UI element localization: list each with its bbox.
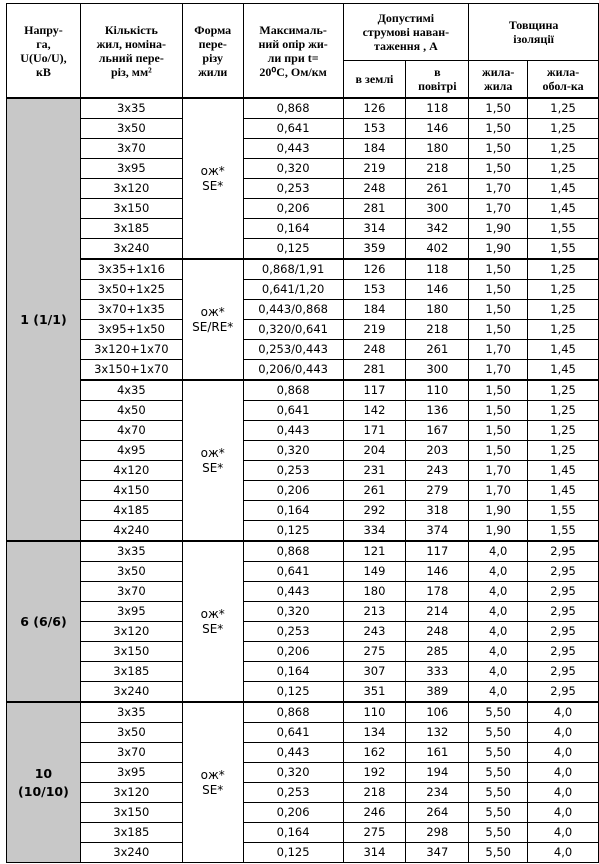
cell-max-resistance: 0,641 <box>243 401 343 421</box>
table-row <box>7 642 599 662</box>
cell-core-count: 3x240 <box>80 843 182 863</box>
header-insulation-thickness: Товщина ізоляції <box>469 4 599 61</box>
cell-ins-core-core: 5,50 <box>469 783 528 803</box>
cell-ins-core-sheath: 2,95 <box>528 562 599 582</box>
cell-core-count: 3x50 <box>80 119 182 139</box>
table-row <box>7 521 599 542</box>
header-ins-core-sheath: жила- обол-ка <box>528 61 599 99</box>
cell-core-count: 3x35 <box>80 541 182 562</box>
cell-current-air: 347 <box>406 843 469 863</box>
cell-core-count: 3x70+1x35 <box>80 300 182 320</box>
cell-current-ground: 162 <box>343 743 406 763</box>
cell-max-resistance: 0,641 <box>243 562 343 582</box>
cell-current-ground: 204 <box>343 441 406 461</box>
cell-max-resistance: 0,164 <box>243 501 343 521</box>
cell-core-count: 4x185 <box>80 501 182 521</box>
cell-max-resistance: 0,125 <box>243 521 343 542</box>
cell-max-resistance: 0,206 <box>243 199 343 219</box>
cable-spec-table <box>6 3 599 863</box>
cell-current-air: 118 <box>406 259 469 280</box>
cell-current-ground: 218 <box>343 783 406 803</box>
cell-current-ground: 261 <box>343 481 406 501</box>
table-row <box>7 682 599 703</box>
cell-ins-core-core: 5,50 <box>469 843 528 863</box>
cell-max-resistance: 0,164 <box>243 823 343 843</box>
cell-ins-core-sheath: 4,0 <box>528 843 599 863</box>
cell-ins-core-core: 1,90 <box>469 501 528 521</box>
cell-current-air: 298 <box>406 823 469 843</box>
cell-core-count: 4x240 <box>80 521 182 542</box>
cell-current-air: 342 <box>406 219 469 239</box>
cell-ins-core-sheath: 1,25 <box>528 159 599 179</box>
cell-ins-core-core: 5,50 <box>469 763 528 783</box>
header-ins-core-core: жила- жила <box>469 61 528 99</box>
cell-ins-core-sheath: 4,0 <box>528 743 599 763</box>
cell-current-air: 203 <box>406 441 469 461</box>
cell-ins-core-core: 1,50 <box>469 380 528 401</box>
cell-core-count: 4x120 <box>80 461 182 481</box>
cell-current-air: 264 <box>406 803 469 823</box>
cell-core-count: 3x95+1x50 <box>80 320 182 340</box>
cell-current-ground: 314 <box>343 219 406 239</box>
cell-ins-core-core: 5,50 <box>469 743 528 763</box>
cell-core-count: 3x120 <box>80 179 182 199</box>
cell-ins-core-sheath: 2,95 <box>528 642 599 662</box>
cell-current-ground: 184 <box>343 300 406 320</box>
cell-ins-core-core: 1,50 <box>469 139 528 159</box>
table-row <box>7 259 599 280</box>
header-current-load: Допустимі струмові наван- таження , А <box>343 4 469 61</box>
cell-ins-core-core: 1,50 <box>469 441 528 461</box>
cell-max-resistance: 0,320 <box>243 441 343 461</box>
cell-ins-core-sheath: 2,95 <box>528 662 599 682</box>
table-row <box>7 421 599 441</box>
cell-current-air: 234 <box>406 783 469 803</box>
cell-core-count: 3x150 <box>80 199 182 219</box>
cell-ins-core-sheath: 1,45 <box>528 179 599 199</box>
cell-current-ground: 171 <box>343 421 406 441</box>
table-row <box>7 743 599 763</box>
cell-ins-core-sheath: 1,25 <box>528 280 599 300</box>
cell-max-resistance: 0,125 <box>243 843 343 863</box>
cell-current-air: 118 <box>406 98 469 119</box>
table-row <box>7 501 599 521</box>
cell-core-count: 3x240 <box>80 239 182 260</box>
voltage-cell: 10 (10/10) <box>7 702 81 863</box>
cell-ins-core-core: 5,50 <box>469 803 528 823</box>
cell-core-count: 3x150+1x70 <box>80 360 182 381</box>
cell-ins-core-core: 1,90 <box>469 219 528 239</box>
cell-core-count: 3x95 <box>80 602 182 622</box>
table-row <box>7 380 599 401</box>
cell-ins-core-sheath: 1,45 <box>528 360 599 381</box>
cell-current-ground: 142 <box>343 401 406 421</box>
cell-ins-core-sheath: 2,95 <box>528 622 599 642</box>
cell-current-ground: 292 <box>343 501 406 521</box>
cell-ins-core-sheath: 1,45 <box>528 340 599 360</box>
cell-core-count: 3x95 <box>80 159 182 179</box>
table-row <box>7 481 599 501</box>
cell-ins-core-sheath: 4,0 <box>528 783 599 803</box>
cell-current-air: 117 <box>406 541 469 562</box>
table-row <box>7 662 599 682</box>
cell-max-resistance: 0,868/1,91 <box>243 259 343 280</box>
cell-ins-core-sheath: 1,25 <box>528 98 599 119</box>
cell-max-resistance: 0,125 <box>243 239 343 260</box>
cell-core-count: 3x185 <box>80 662 182 682</box>
cell-current-ground: 121 <box>343 541 406 562</box>
cell-ins-core-core: 1,90 <box>469 239 528 260</box>
cell-current-air: 161 <box>406 743 469 763</box>
cell-current-ground: 192 <box>343 763 406 783</box>
cell-current-air: 146 <box>406 562 469 582</box>
cell-core-count: 3x35+1x16 <box>80 259 182 280</box>
cell-current-ground: 246 <box>343 803 406 823</box>
table-row <box>7 139 599 159</box>
cell-ins-core-core: 1,50 <box>469 401 528 421</box>
cell-max-resistance: 0,320 <box>243 602 343 622</box>
cell-current-ground: 359 <box>343 239 406 260</box>
table-row <box>7 320 599 340</box>
cell-ins-core-sheath: 1,55 <box>528 219 599 239</box>
cell-current-air: 218 <box>406 159 469 179</box>
cell-ins-core-sheath: 1,55 <box>528 501 599 521</box>
cell-core-count: 3x120+1x70 <box>80 340 182 360</box>
cell-core-count: 3x35 <box>80 702 182 723</box>
table-row <box>7 159 599 179</box>
cell-max-resistance: 0,125 <box>243 682 343 703</box>
cell-ins-core-core: 5,50 <box>469 702 528 723</box>
cell-core-count: 3x120 <box>80 783 182 803</box>
cell-current-ground: 149 <box>343 562 406 582</box>
core-form-cell: ож* SE/RE* <box>182 259 243 380</box>
cell-current-air: 402 <box>406 239 469 260</box>
table-row <box>7 179 599 199</box>
cell-current-air: 178 <box>406 582 469 602</box>
cell-max-resistance: 0,641/1,20 <box>243 280 343 300</box>
cell-ins-core-core: 1,50 <box>469 259 528 280</box>
cell-current-ground: 307 <box>343 662 406 682</box>
cell-ins-core-sheath: 4,0 <box>528 723 599 743</box>
cell-ins-core-core: 1,50 <box>469 159 528 179</box>
header-voltage: Напру- га, U(Uo/U), кВ <box>7 4 81 99</box>
cell-ins-core-core: 5,50 <box>469 823 528 843</box>
cell-ins-core-sheath: 1,45 <box>528 461 599 481</box>
table-row <box>7 300 599 320</box>
cell-core-count: 3x150 <box>80 803 182 823</box>
cell-current-ground: 180 <box>343 582 406 602</box>
cell-core-count: 3x70 <box>80 139 182 159</box>
cell-max-resistance: 0,253 <box>243 622 343 642</box>
cell-core-count: 4x50 <box>80 401 182 421</box>
cell-current-ground: 281 <box>343 199 406 219</box>
cell-current-air: 318 <box>406 501 469 521</box>
table-header <box>7 4 599 99</box>
cell-core-count: 4x95 <box>80 441 182 461</box>
cell-max-resistance: 0,320/0,641 <box>243 320 343 340</box>
cell-max-resistance: 0,206/0,443 <box>243 360 343 381</box>
cell-current-air: 136 <box>406 401 469 421</box>
table-row <box>7 239 599 260</box>
table-body <box>7 98 599 863</box>
cell-current-air: 110 <box>406 380 469 401</box>
cell-max-resistance: 0,641 <box>243 723 343 743</box>
header-max-resistance: Максималь- ний опір жи- ли при t= 20⁰С, Ом/км <box>243 4 343 99</box>
cell-core-count: 3x150 <box>80 642 182 662</box>
cell-ins-core-core: 4,0 <box>469 622 528 642</box>
cell-current-air: 106 <box>406 702 469 723</box>
cell-ins-core-core: 4,0 <box>469 582 528 602</box>
cell-current-air: 180 <box>406 300 469 320</box>
cell-max-resistance: 0,443 <box>243 139 343 159</box>
header-core-form: Форма пере- різу жили <box>182 4 243 99</box>
table-row <box>7 843 599 863</box>
cell-max-resistance: 0,253/0,443 <box>243 340 343 360</box>
cell-max-resistance: 0,320 <box>243 159 343 179</box>
header-core-count: Кількість жил, номіна- льний пере- різ, мм² <box>80 4 182 99</box>
cell-core-count: 3x185 <box>80 219 182 239</box>
cell-current-ground: 110 <box>343 702 406 723</box>
cell-ins-core-core: 4,0 <box>469 541 528 562</box>
cell-current-air: 194 <box>406 763 469 783</box>
table-row <box>7 803 599 823</box>
cell-ins-core-core: 1,50 <box>469 98 528 119</box>
cell-ins-core-sheath: 4,0 <box>528 763 599 783</box>
cell-current-ground: 153 <box>343 119 406 139</box>
cell-ins-core-sheath: 1,45 <box>528 481 599 501</box>
cell-ins-core-core: 1,70 <box>469 461 528 481</box>
cell-max-resistance: 0,164 <box>243 219 343 239</box>
cell-current-air: 300 <box>406 360 469 381</box>
cell-max-resistance: 0,443/0,868 <box>243 300 343 320</box>
cell-current-air: 243 <box>406 461 469 481</box>
cell-ins-core-core: 1,70 <box>469 179 528 199</box>
table-row <box>7 280 599 300</box>
cell-ins-core-core: 4,0 <box>469 642 528 662</box>
table-row <box>7 723 599 743</box>
table-row <box>7 461 599 481</box>
cell-current-air: 285 <box>406 642 469 662</box>
table-row <box>7 219 599 239</box>
cell-current-air: 167 <box>406 421 469 441</box>
cell-ins-core-core: 4,0 <box>469 602 528 622</box>
table-row <box>7 340 599 360</box>
cell-current-air: 300 <box>406 199 469 219</box>
cell-current-air: 261 <box>406 340 469 360</box>
cell-ins-core-sheath: 1,25 <box>528 259 599 280</box>
cell-max-resistance: 0,443 <box>243 743 343 763</box>
core-form-cell: ож* SE* <box>182 98 243 259</box>
table-row <box>7 763 599 783</box>
core-form-cell: ож* SE* <box>182 380 243 541</box>
cell-max-resistance: 0,253 <box>243 461 343 481</box>
core-form-cell: ож* SE* <box>182 702 243 863</box>
cell-ins-core-core: 1,50 <box>469 119 528 139</box>
cell-core-count: 3x70 <box>80 582 182 602</box>
cell-current-air: 389 <box>406 682 469 703</box>
cell-current-air: 146 <box>406 119 469 139</box>
cell-max-resistance: 0,443 <box>243 421 343 441</box>
cell-max-resistance: 0,320 <box>243 763 343 783</box>
table-row <box>7 441 599 461</box>
cell-core-count: 4x150 <box>80 481 182 501</box>
cell-core-count: 3x50 <box>80 723 182 743</box>
cell-current-ground: 153 <box>343 280 406 300</box>
header-current-ground: в землі <box>343 61 406 99</box>
table-row <box>7 360 599 381</box>
cell-core-count: 3x240 <box>80 682 182 703</box>
cell-current-ground: 219 <box>343 320 406 340</box>
cell-ins-core-sheath: 4,0 <box>528 702 599 723</box>
cell-ins-core-sheath: 2,95 <box>528 682 599 703</box>
cell-current-ground: 184 <box>343 139 406 159</box>
cell-ins-core-sheath: 4,0 <box>528 803 599 823</box>
cell-current-ground: 275 <box>343 823 406 843</box>
cell-core-count: 3x120 <box>80 622 182 642</box>
cell-ins-core-sheath: 2,95 <box>528 541 599 562</box>
cell-current-ground: 213 <box>343 602 406 622</box>
header-current-air: в повітрі <box>406 61 469 99</box>
cell-current-air: 279 <box>406 481 469 501</box>
cell-ins-core-core: 4,0 <box>469 662 528 682</box>
table-row <box>7 199 599 219</box>
cell-current-ground: 219 <box>343 159 406 179</box>
cell-current-air: 218 <box>406 320 469 340</box>
cell-core-count: 3x50 <box>80 562 182 582</box>
cell-ins-core-core: 1,50 <box>469 421 528 441</box>
cell-current-ground: 275 <box>343 642 406 662</box>
cell-ins-core-core: 5,50 <box>469 723 528 743</box>
table-row <box>7 401 599 421</box>
cell-ins-core-core: 1,70 <box>469 360 528 381</box>
cell-current-ground: 134 <box>343 723 406 743</box>
cell-max-resistance: 0,443 <box>243 582 343 602</box>
cell-ins-core-core: 1,70 <box>469 340 528 360</box>
cell-max-resistance: 0,868 <box>243 380 343 401</box>
cell-current-ground: 243 <box>343 622 406 642</box>
cell-ins-core-core: 4,0 <box>469 682 528 703</box>
cell-ins-core-sheath: 2,95 <box>528 602 599 622</box>
cell-ins-core-core: 1,50 <box>469 300 528 320</box>
cell-ins-core-sheath: 1,25 <box>528 139 599 159</box>
cell-max-resistance: 0,206 <box>243 642 343 662</box>
cell-ins-core-sheath: 1,55 <box>528 521 599 542</box>
voltage-cell: 1 (1/1) <box>7 98 81 541</box>
table-row <box>7 622 599 642</box>
cell-max-resistance: 0,868 <box>243 98 343 119</box>
cell-current-ground: 334 <box>343 521 406 542</box>
cell-core-count: 3x70 <box>80 743 182 763</box>
cell-core-count: 4x70 <box>80 421 182 441</box>
cell-ins-core-core: 1,50 <box>469 320 528 340</box>
cell-ins-core-core: 1,70 <box>469 481 528 501</box>
cell-current-ground: 126 <box>343 98 406 119</box>
table-row <box>7 582 599 602</box>
cell-current-air: 374 <box>406 521 469 542</box>
table-row <box>7 119 599 139</box>
table-row <box>7 823 599 843</box>
cell-ins-core-sheath: 2,95 <box>528 582 599 602</box>
cell-ins-core-sheath: 1,25 <box>528 300 599 320</box>
core-form-cell: ож* SE* <box>182 541 243 702</box>
cell-max-resistance: 0,868 <box>243 702 343 723</box>
cell-current-ground: 248 <box>343 179 406 199</box>
cell-current-air: 333 <box>406 662 469 682</box>
cell-current-air: 146 <box>406 280 469 300</box>
cell-max-resistance: 0,206 <box>243 803 343 823</box>
cell-ins-core-sheath: 4,0 <box>528 823 599 843</box>
cell-core-count: 3x50+1x25 <box>80 280 182 300</box>
cell-ins-core-sheath: 1,25 <box>528 119 599 139</box>
cell-ins-core-sheath: 1,25 <box>528 320 599 340</box>
cell-ins-core-sheath: 1,25 <box>528 401 599 421</box>
cell-current-air: 248 <box>406 622 469 642</box>
cell-current-ground: 351 <box>343 682 406 703</box>
cell-ins-core-core: 1,90 <box>469 521 528 542</box>
table-row <box>7 98 599 119</box>
cell-current-ground: 314 <box>343 843 406 863</box>
table-row <box>7 602 599 622</box>
cell-ins-core-core: 1,70 <box>469 199 528 219</box>
cell-ins-core-core: 1,50 <box>469 280 528 300</box>
cell-ins-core-core: 4,0 <box>469 562 528 582</box>
cell-max-resistance: 0,206 <box>243 481 343 501</box>
cell-current-ground: 248 <box>343 340 406 360</box>
cell-core-count: 3x185 <box>80 823 182 843</box>
cell-current-ground: 126 <box>343 259 406 280</box>
cell-ins-core-sheath: 1,25 <box>528 421 599 441</box>
cell-ins-core-sheath: 1,25 <box>528 441 599 461</box>
table-row <box>7 702 599 723</box>
cell-ins-core-sheath: 1,45 <box>528 199 599 219</box>
cell-core-count: 3x95 <box>80 763 182 783</box>
cell-max-resistance: 0,253 <box>243 783 343 803</box>
cell-ins-core-sheath: 1,25 <box>528 380 599 401</box>
cell-max-resistance: 0,253 <box>243 179 343 199</box>
cell-core-count: 3x35 <box>80 98 182 119</box>
cell-current-air: 261 <box>406 179 469 199</box>
cell-ins-core-sheath: 1,55 <box>528 239 599 260</box>
cell-current-ground: 231 <box>343 461 406 481</box>
table-row <box>7 783 599 803</box>
table-row <box>7 541 599 562</box>
cell-current-ground: 117 <box>343 380 406 401</box>
cell-current-air: 180 <box>406 139 469 159</box>
cell-current-air: 132 <box>406 723 469 743</box>
cell-current-air: 214 <box>406 602 469 622</box>
cell-current-ground: 281 <box>343 360 406 381</box>
cell-max-resistance: 0,164 <box>243 662 343 682</box>
voltage-cell: 6 (6/6) <box>7 541 81 702</box>
cell-max-resistance: 0,868 <box>243 541 343 562</box>
table-row <box>7 562 599 582</box>
cell-core-count: 4x35 <box>80 380 182 401</box>
cell-max-resistance: 0,641 <box>243 119 343 139</box>
